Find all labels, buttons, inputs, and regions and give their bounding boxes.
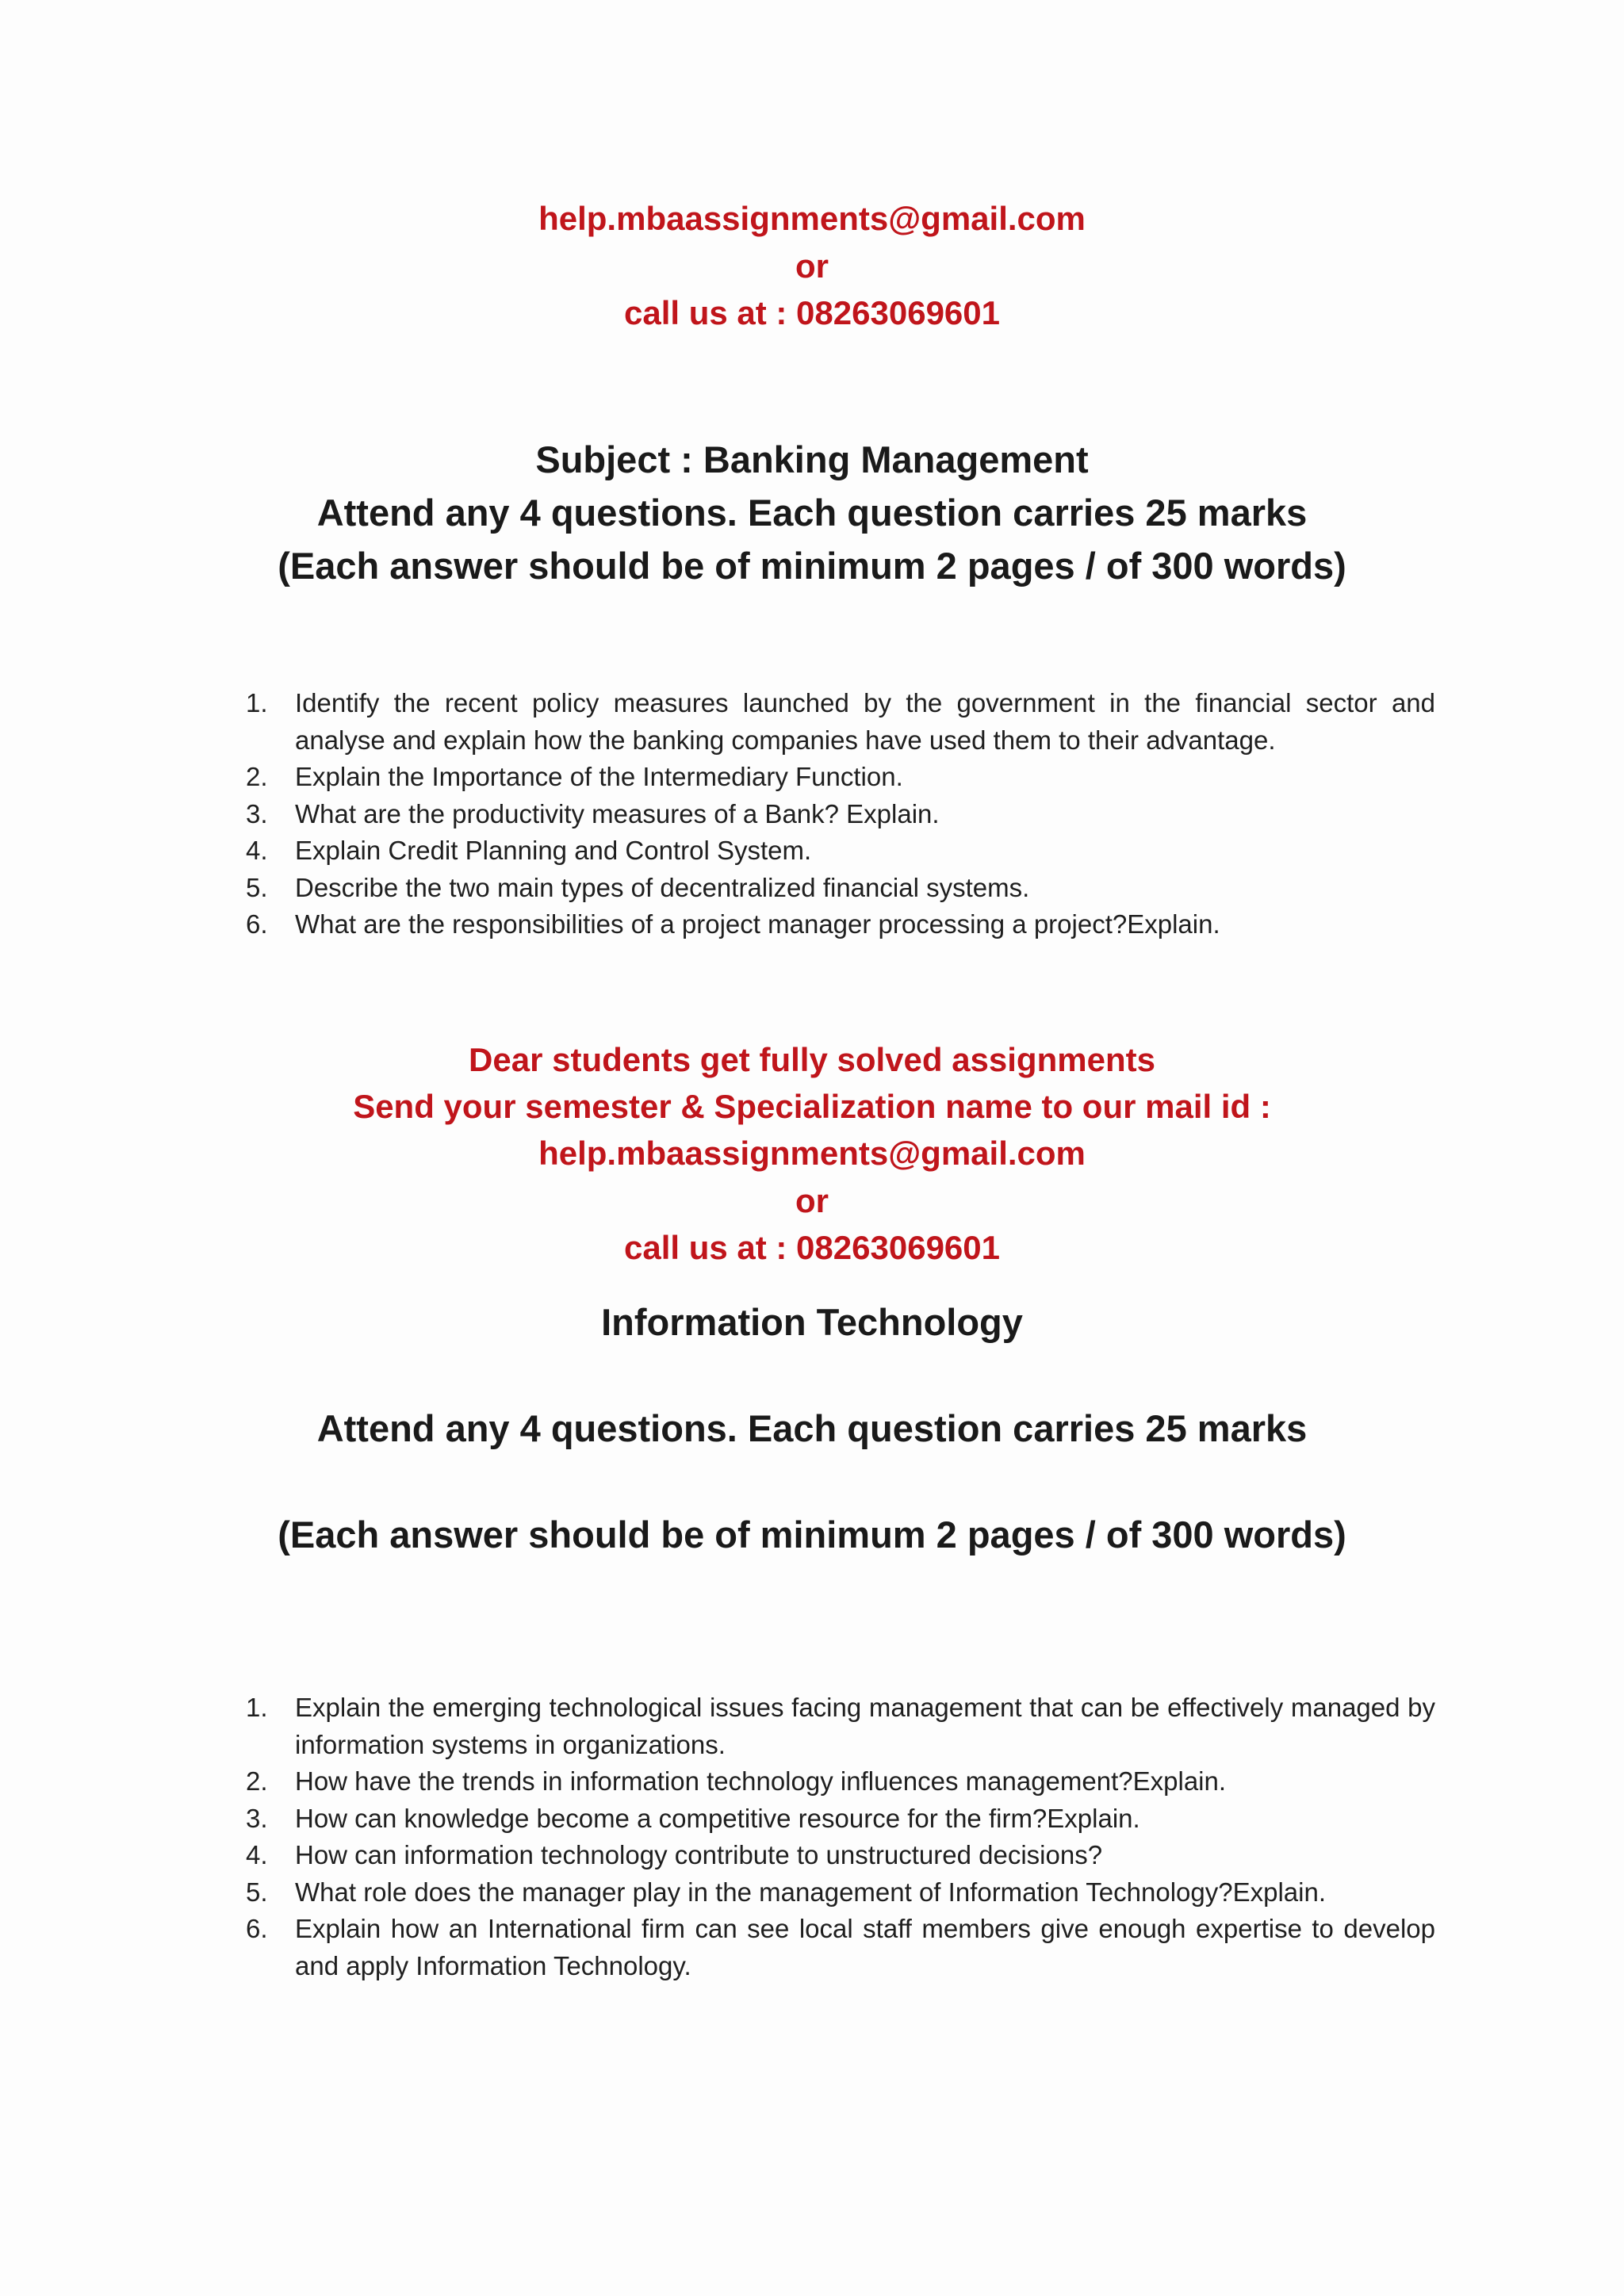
question-text: How have the trends in information technology influences management?Explain. xyxy=(295,1766,1227,1796)
section2-question xyxy=(246,1837,1435,1874)
section2-subject: Information Technology xyxy=(601,1301,1023,1343)
question-number: 6. xyxy=(246,909,268,939)
question-text: Explain the emerging technological issues facing management that can be effectively managed by information systems in organizations. xyxy=(295,1693,1435,1759)
question-number: 3. xyxy=(246,1803,268,1833)
question-number: 1. xyxy=(246,688,268,718)
section1-question xyxy=(246,796,1435,833)
section2-question xyxy=(246,1911,1435,1984)
section1-question xyxy=(246,870,1435,907)
section1-question xyxy=(246,832,1435,870)
section2-instruction: Attend any 4 questions. Each question carries 25 marks xyxy=(316,1407,1308,1449)
contact-phone-top: call us at : 08263069601 xyxy=(623,294,1001,331)
section2-question xyxy=(246,1874,1435,1911)
section2-question xyxy=(246,1763,1435,1800)
question-number: 2. xyxy=(246,1766,268,1796)
promo-or: or xyxy=(795,1182,829,1219)
question-number: 1. xyxy=(246,1693,268,1722)
question-text: Explain how an International firm can see local staff members give enough expertise to develop and apply Information Technology. xyxy=(295,1914,1435,1980)
section2-question-list xyxy=(246,1689,1435,1984)
contact-email-top: help.mbaassignments@gmail.com xyxy=(538,200,1086,237)
question-text: How can information technology contribute to unstructured decisions? xyxy=(295,1840,1103,1869)
question-text: What are the responsibilities of a project manager processing a project?Explain. xyxy=(295,909,1220,939)
promo-phone: call us at : 08263069601 xyxy=(623,1229,1001,1266)
promo-email: help.mbaassignments@gmail.com xyxy=(538,1135,1086,1172)
section1-question xyxy=(246,685,1435,759)
question-text: What role does the manager play in the management of Information Technology?Explain. xyxy=(295,1877,1327,1907)
question-number: 5. xyxy=(246,1877,268,1907)
section1-instruction: Attend any 4 questions. Each question carries 25 marks xyxy=(316,492,1308,534)
section2-question xyxy=(246,1689,1435,1763)
contact-or-top: or xyxy=(795,247,829,285)
section1-question-list xyxy=(246,685,1435,943)
promo-line1: Dear students get fully solved assignments xyxy=(469,1041,1155,1078)
section1-note: (Each answer should be of minimum 2 pages / of 300 words) xyxy=(278,545,1346,587)
question-text: How can knowledge become a competitive resource for the firm?Explain. xyxy=(295,1803,1140,1833)
section1-question xyxy=(246,906,1435,943)
question-number: 3. xyxy=(246,798,268,828)
question-text: Describe the two main types of decentralized financial systems. xyxy=(295,872,1030,902)
section2-note: (Each answer should be of minimum 2 pages / of 300 words) xyxy=(278,1513,1346,1556)
question-number: 6. xyxy=(246,1914,268,1943)
question-number: 5. xyxy=(246,872,268,902)
question-text: Explain Credit Planning and Control System. xyxy=(295,836,812,865)
question-number: 2. xyxy=(246,762,268,791)
section2-question xyxy=(246,1800,1435,1838)
section1-subject: Subject : Banking Management xyxy=(535,438,1089,480)
question-text: What are the productivity measures of a Bank? Explain. xyxy=(295,798,940,828)
question-text: Explain the Importance of the Intermediary Function. xyxy=(295,762,903,791)
promo-line2: Send your semester & Specialization name to our mail id : xyxy=(353,1088,1271,1125)
section1-question xyxy=(246,759,1435,796)
question-number: 4. xyxy=(246,1840,268,1869)
question-text: Identify the recent policy measures launched by the government in the financial sector and analyse and explain how the banking companies have used them to their advantage. xyxy=(295,688,1435,755)
question-number: 4. xyxy=(246,836,268,865)
